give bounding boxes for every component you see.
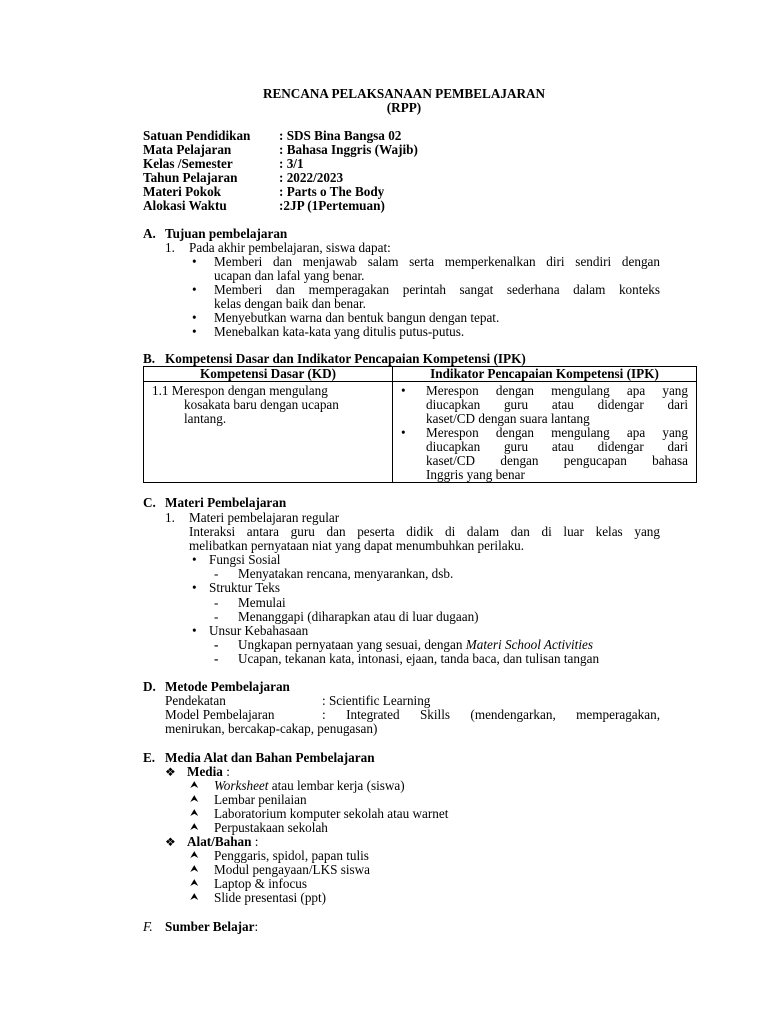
list-item-line: kelas dengan baik dan benar. — [214, 296, 366, 311]
kd-line: kosakata baru dengan ucapan — [184, 397, 339, 412]
field-value: : Integrated Skills (mendengarkan, memperagakan, — [322, 707, 660, 722]
arrow-icon: ⮝ — [190, 808, 199, 819]
bullet-icon: • — [192, 324, 197, 339]
ipk-line: kaset/CD dengan pengucapan bahasa — [426, 453, 688, 468]
ipk-line: kaset/CD dengan suara lantang — [426, 411, 590, 426]
sub-item: Memulai — [238, 595, 286, 610]
sub-item: Menanggapi (diharapkan atau di luar dugaan) — [238, 609, 479, 624]
section-heading-text: Sumber Belajar — [165, 919, 255, 934]
ipk-line: Merespon dengan mengulang apa yang — [426, 383, 688, 398]
bullet-icon: • — [192, 580, 197, 595]
kd-line: 1.1 Merespon dengan mengulang — [152, 383, 328, 398]
identity-value: : 2022/2023 — [279, 170, 344, 185]
identity-value: : Parts o The Body — [279, 184, 385, 199]
arrow-icon: ⮝ — [190, 850, 199, 861]
sub-item: Ucapan, tekanan kata, intonasi, ejaan, tanda baca, dan tulisan tangan — [238, 651, 600, 666]
list-item: Slide presentasi (ppt) — [214, 890, 327, 905]
table-cell-kd — [144, 382, 393, 483]
list-item-text: Pada akhir pembelajaran, siswa dapat: — [189, 240, 391, 255]
media-colon: : — [222, 764, 230, 779]
list-item: Menyebutkan warna dan bentuk bangun dengan tepat. — [214, 310, 500, 325]
field-label: Pendekatan — [165, 693, 226, 708]
list-item: Modul pengayaan/LKS siswa — [214, 862, 371, 877]
paragraph-line: Interaksi antara guru dan peserta didik di dalam dan di luar kelas yang — [189, 524, 660, 539]
section-heading-colon: : — [254, 919, 259, 934]
arrow-icon: ⮝ — [190, 864, 199, 875]
list-item-text: Materi pembelajaran regular — [189, 510, 340, 525]
section-letter: C. — [143, 495, 156, 510]
dash-marker: - — [214, 609, 219, 624]
list-item-text: atau lembar kerja (siswa) — [268, 778, 405, 793]
identity-value: : 3/1 — [279, 156, 304, 171]
identity-value: :2JP (1Pertemuan) — [279, 198, 385, 213]
ipk-line: diucapkan guru atau didengar dari — [426, 439, 688, 454]
list-item-italic: Worksheet — [214, 778, 269, 793]
list-item: Penggaris, spidol, papan tulis — [214, 848, 369, 863]
identity-label: Mata Pelajaran — [143, 142, 232, 157]
alat-colon: : — [251, 834, 259, 849]
identity-value: : SDS Bina Bangsa 02 — [279, 128, 402, 143]
section-letter: E. — [143, 750, 156, 765]
list-item: Perpustakaan sekolah — [214, 820, 328, 835]
document-title: RENCANA PELAKSANAAN PEMBELAJARAN — [262, 86, 546, 101]
list-item: Fungsi Sosial — [209, 552, 281, 567]
list-item: Laptop & infocus — [214, 876, 308, 891]
list-item-line: Memberi dan menjawab salam serta memperkenalkan diri sendiri dengan — [214, 254, 660, 269]
sub-item-text: Ungkapan pernyataan yang sesuai, dengan — [238, 637, 466, 652]
arrow-icon: ⮝ — [190, 878, 199, 889]
arrow-icon: ⮝ — [190, 892, 199, 903]
section-letter: F. — [143, 919, 153, 934]
section-heading: Media Alat dan Bahan Pembelajaran — [165, 750, 375, 765]
list-item — [214, 255, 660, 283]
section-heading — [165, 920, 258, 934]
table-row — [144, 382, 697, 483]
arrow-icon: ⮝ — [190, 780, 199, 791]
list-item: Laboratorium komputer sekolah atau warnet — [214, 806, 449, 821]
identity-label: Kelas /Semester — [143, 156, 233, 171]
section-letter: D. — [143, 679, 156, 694]
list-item: Lembar penilaian — [214, 792, 307, 807]
document-subtitle: (RPP) — [386, 100, 422, 115]
list-number: 1. — [165, 240, 175, 255]
subsection-label — [187, 765, 230, 779]
kompetensi-table — [143, 366, 697, 483]
ipk-item — [401, 383, 688, 426]
table-header-kd: Kompetensi Dasar (KD) — [144, 367, 393, 382]
identity-value: : Bahasa Inggris (Wajib) — [279, 142, 418, 157]
alat-label: Alat/Bahan — [187, 834, 252, 849]
field-label: Model Pembelajaran — [165, 707, 275, 722]
table-header-row — [144, 367, 697, 382]
bullet-icon: • — [192, 282, 197, 297]
section-heading: Tujuan pembelajaran — [165, 226, 288, 241]
kd-text — [144, 382, 392, 426]
identity-label: Materi Pokok — [143, 184, 222, 199]
diamond-icon: ❖ — [165, 835, 176, 849]
list-item — [214, 283, 660, 311]
field-value: : Scientific Learning — [322, 693, 431, 708]
bullet-icon: • — [401, 383, 406, 398]
sub-item: Menyatakan rencana, menyarankan, dsb. — [238, 566, 454, 581]
paragraph-line: melibatkan pernyataan niat yang dapat menumbuhkan perilaku. — [189, 538, 525, 553]
list-number: 1. — [165, 510, 175, 525]
identity-label: Satuan Pendidikan — [143, 128, 251, 143]
kd-line: lantang. — [184, 411, 227, 426]
diamond-icon: ❖ — [165, 765, 176, 779]
ipk-list — [393, 382, 696, 482]
identity-label: Tahun Pelajaran — [143, 170, 238, 185]
list-item — [214, 779, 405, 793]
section-letter: B. — [143, 351, 156, 366]
ipk-line: Inggris yang benar — [426, 467, 525, 482]
arrow-icon: ⮝ — [190, 822, 199, 833]
dash-marker: - — [214, 595, 219, 610]
bullet-icon: • — [192, 552, 197, 567]
section-letter: A. — [143, 226, 156, 241]
subsection-label — [187, 835, 258, 849]
bullet-icon: • — [401, 425, 406, 440]
dash-marker: - — [214, 566, 219, 581]
dash-marker: - — [214, 651, 219, 666]
media-label: Media — [187, 764, 223, 779]
list-item: Menebalkan kata-kata yang ditulis putus-putus. — [214, 324, 465, 339]
bullet-icon: • — [192, 254, 197, 269]
bullet-icon: • — [192, 310, 197, 325]
sub-item — [238, 638, 593, 652]
sub-item-italic: Materi School Activities — [465, 637, 593, 652]
field-value-continuation: menirukan, bercakap-cakap, penugasan) — [165, 721, 378, 736]
section-heading: Kompetensi Dasar dan Indikator Pencapaian Kompetensi (IPK) — [165, 351, 526, 366]
dash-marker: - — [214, 637, 219, 652]
list-item-line: Memberi dan memperagakan perintah sangat sederhana dalam konteks — [214, 282, 660, 297]
section-heading: Metode Pembelajaran — [165, 679, 290, 694]
identity-label: Alokasi Waktu — [143, 198, 227, 213]
list-item-line: ucapan dan lafal yang benar. — [214, 268, 365, 283]
table-cell-ipk — [393, 382, 697, 483]
ipk-line: Merespon dengan mengulang apa yang — [426, 425, 688, 440]
bullet-icon: • — [192, 623, 197, 638]
section-heading: Materi Pembelajaran — [165, 495, 287, 510]
list-item: Struktur Teks — [209, 580, 280, 595]
list-item: Unsur Kebahasaan — [209, 623, 309, 638]
ipk-line: diucapkan guru atau didengar dari — [426, 397, 688, 412]
arrow-icon: ⮝ — [190, 794, 199, 805]
paragraph — [189, 525, 660, 553]
ipk-item — [401, 425, 688, 482]
table-header-ipk: Indikator Pencapaian Kompetensi (IPK) — [393, 367, 697, 382]
